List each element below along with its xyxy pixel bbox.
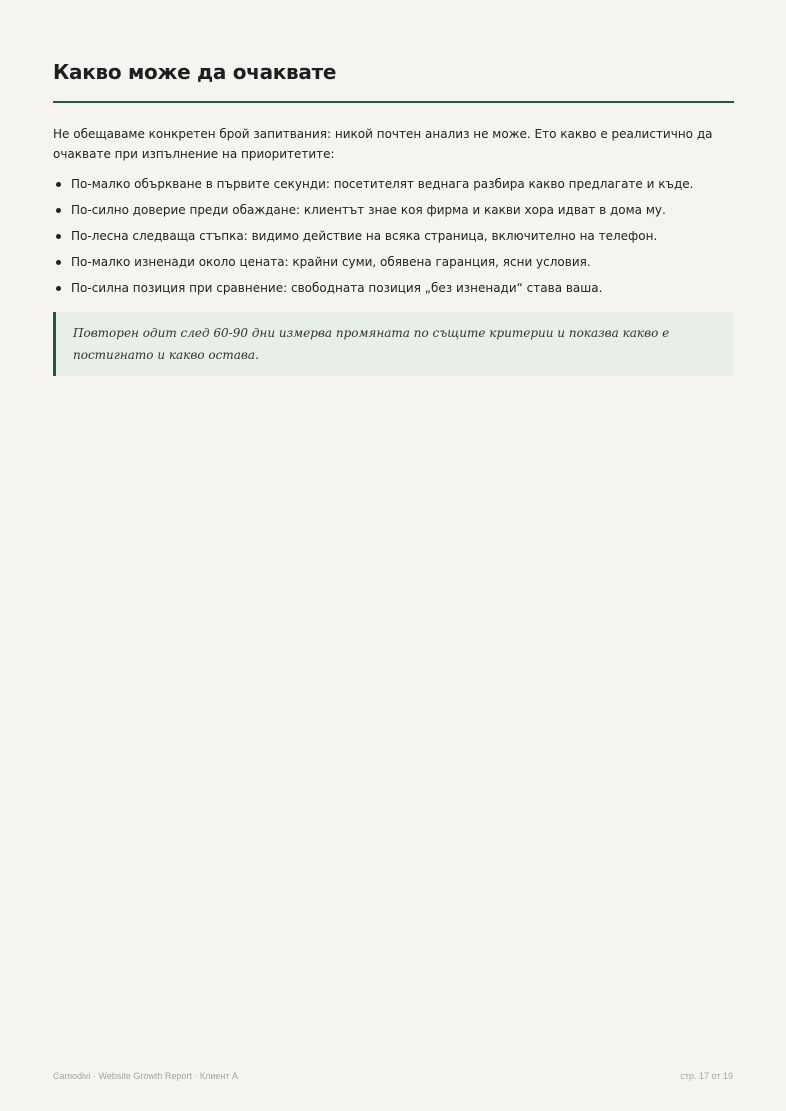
callout-text: Повторен одит след 60-90 дни измерва промяната по същите критерии и показва какво е постигнато и какво остава. xyxy=(73,326,670,362)
bullet-icon xyxy=(56,260,61,265)
list-item-text: По-малко изненади около цената: крайни суми, обявена гаранция, ясни условия. xyxy=(71,255,591,269)
list-item xyxy=(53,200,734,226)
bullet-icon xyxy=(56,234,61,239)
list-item xyxy=(53,252,734,278)
title-divider xyxy=(53,101,734,103)
list-item xyxy=(53,174,734,200)
list-item-text: По-силно доверие преди обаждане: клиентът знае коя фирма и какви хора идват в дома му. xyxy=(71,203,666,217)
bullet-icon xyxy=(56,208,61,213)
bullet-icon xyxy=(56,182,61,187)
footer-report-name: Camodivi · Website Growth Report · Клиент А xyxy=(53,1071,239,1081)
list-item-text: По-силна позиция при сравнение: свободната позиция „без изненади“ става ваша. xyxy=(71,281,603,295)
section-title: Какво може да очаквате xyxy=(53,60,337,84)
list-item-text: По-лесна следваща стъпка: видимо действие на всяка страница, включително на телефон. xyxy=(71,229,658,243)
list-item-text: По-малко объркване в първите секунди: посетителят веднага разбира какво предлагате и къде. xyxy=(71,177,694,191)
callout-box xyxy=(53,312,734,376)
list-item xyxy=(53,278,734,304)
intro-paragraph: Не обещаваме конкретен брой запитвания: никой почтен анализ не може. Ето какво е реалистично да очаквате при изпълнение на приоритетите: xyxy=(53,127,713,161)
expectations-list xyxy=(53,174,734,304)
footer-page-number: стр. 17 от 19 xyxy=(680,1071,733,1081)
list-item xyxy=(53,226,734,252)
bullet-icon xyxy=(56,286,61,291)
